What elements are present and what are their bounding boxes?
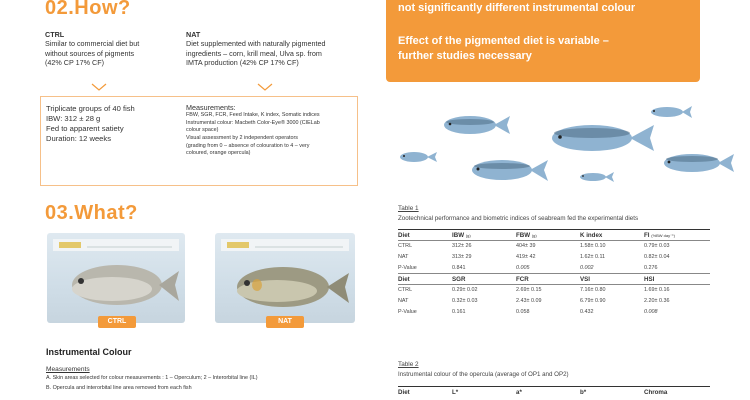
table-cell: 0.276 [644, 264, 658, 271]
nat-fish-photo [215, 233, 355, 323]
ctrl-line: Similar to commercial diet but [45, 39, 140, 49]
table-cell: 419± 42 [516, 254, 536, 260]
table-cell: 2.69± 0.15 [516, 285, 580, 296]
table2-caption: Instrumental colour of the opercula (average of OP1 and OP2) [398, 371, 569, 378]
measurement-line: FBW, SGR, FCR, Feed Intake, K index, Somatic indices [186, 112, 320, 119]
section-title-what: 03.What? [45, 202, 138, 224]
measurement-line: colour space) [186, 127, 219, 134]
table-header-cell: Diet [398, 274, 452, 285]
table-cell: 2.20± 0.36 [644, 298, 670, 304]
fish-photo-illustration [215, 233, 355, 323]
table1-caption: Zootechnical performance and biometric indices of seabream fed the experimental diets [398, 215, 639, 222]
table-header-row [398, 274, 710, 285]
table-header-cell: Diet [398, 230, 452, 241]
table-header-row [398, 230, 710, 241]
ctrl-description [45, 30, 185, 67]
measurement-line: (grading from 0 – absence of colouration to 4 – very [186, 142, 310, 149]
banner-line: Effect of the pigmented diet is variable – [398, 35, 609, 47]
table-header-cell: b* [580, 387, 644, 398]
table1-title: Table 1 [398, 205, 419, 212]
table-cell: P-Value [398, 264, 417, 271]
table-cell: 0.058 [516, 309, 530, 315]
measurements-subtitle: Measurements [46, 366, 90, 373]
conclusion-banner [386, 0, 700, 82]
measurements-title: Measurements: [186, 103, 236, 112]
section-title-how: 02.How? [45, 0, 131, 19]
design-line: IBW: 312 ± 28 g [46, 114, 101, 123]
instrumental-colour-title: Instrumental Colour [46, 347, 132, 357]
table-cell: 0.79± 0.03 [644, 241, 710, 252]
measurement-line: Instrumental colour: Macbeth Color-Eye® 3000 (CIELab [186, 119, 320, 126]
table2 [398, 386, 710, 398]
table-header-cell: IBW (g) [452, 230, 516, 241]
design-line: Triplicate groups of 40 fish [46, 104, 135, 113]
table-cell: CTRL [398, 285, 452, 296]
fish-photo-illustration [47, 233, 185, 323]
ctrl-line: without sources of pigments [45, 48, 135, 58]
ctrl-fish-photo [47, 233, 185, 323]
table-cell: 0.002 [580, 264, 594, 271]
design-line: Duration: 12 weeks [46, 134, 112, 143]
table-header-cell: FBW (g) [516, 230, 580, 241]
banner-line: not significantly different instrumental colour [398, 2, 636, 14]
table-header-cell: VSI [580, 274, 644, 285]
table-cell: 0.82± 0.04 [644, 254, 670, 260]
banner-line: further studies necessary [398, 50, 532, 62]
fish-school-illustration [392, 95, 750, 195]
table1 [398, 229, 710, 318]
chevron-down-icon [90, 82, 108, 92]
table-row [398, 263, 710, 274]
table-header-cell: a* [516, 387, 580, 398]
table-header-cell: K index [580, 230, 644, 241]
ctrl-line: (42% CP 17% CF) [45, 57, 104, 67]
table-header-row [398, 387, 710, 398]
table-header-cell: FI (%BW day⁻¹) [644, 230, 710, 241]
measurement-note-a: A. Skin areas selected for colour measurements : 1 – Operculum; 2 – Interorbital line (IL) [46, 375, 258, 381]
table-cell: 0.161 [452, 309, 466, 315]
table-header-cell: SGR [452, 274, 516, 285]
ctrl-photo-label: CTRL [98, 316, 136, 328]
table-cell: NAT [398, 298, 409, 304]
ctrl-name: CTRL [45, 30, 65, 39]
table-cell: 0.29± 0.02 [452, 285, 516, 296]
table-header-cell: FCR [516, 274, 580, 285]
table-row [398, 252, 710, 263]
nat-line: IMTA production (42% CP 17% CF) [186, 57, 299, 67]
table-row [398, 307, 710, 318]
chevron-down-icon [256, 82, 274, 92]
table-header-cell: L* [452, 387, 516, 398]
table-cell: 6.79± 0.90 [580, 298, 606, 304]
design-line: Fed to apparent satiety [46, 124, 124, 133]
table-row [398, 296, 710, 307]
table-cell: 0.32± 0.03 [452, 298, 478, 304]
table2-title: Table 2 [398, 361, 419, 368]
table-cell: NAT [398, 254, 409, 260]
table-cell: 1.62± 0.11 [580, 254, 606, 260]
table-cell: 0.841 [452, 264, 466, 271]
nat-line: ingredients – corn, krill meal, Ulva sp. from [186, 48, 322, 58]
table-cell: CTRL [398, 241, 452, 252]
nat-name: NAT [186, 30, 201, 39]
nat-photo-label: NAT [266, 316, 304, 328]
nat-description [186, 30, 366, 67]
table-header-cell: Diet [398, 387, 452, 398]
table-cell: 0.008 [644, 309, 658, 315]
table-cell: 7.16± 0.80 [580, 285, 644, 296]
measurement-note-b: B. Opercula and interorbital line area removed from each fish [46, 385, 192, 391]
measurement-line: coloured, orange opercula) [186, 150, 251, 157]
table-cell: 1.58± 0.10 [580, 241, 644, 252]
table-cell: 0.005 [516, 264, 530, 271]
measurements [186, 103, 354, 158]
measurement-line: Visual assessment by 2 independent operators [186, 135, 298, 142]
table-row [398, 241, 710, 252]
table-cell: P-Value [398, 309, 417, 315]
table-cell: 313± 29 [452, 254, 472, 260]
table-row [398, 285, 710, 296]
table-cell: 2.43± 0.09 [516, 298, 542, 304]
experimental-design [46, 104, 176, 144]
table-cell: 404± 39 [516, 241, 580, 252]
nat-line: Diet supplemented with naturally pigmented [186, 39, 326, 49]
table-cell: 312± 26 [452, 241, 516, 252]
table-header-cell: HSI [644, 274, 710, 285]
table-cell: 1.69± 0.16 [644, 285, 710, 296]
table-header-cell: Chroma [644, 387, 710, 398]
table-cell: 0.432 [580, 309, 594, 315]
